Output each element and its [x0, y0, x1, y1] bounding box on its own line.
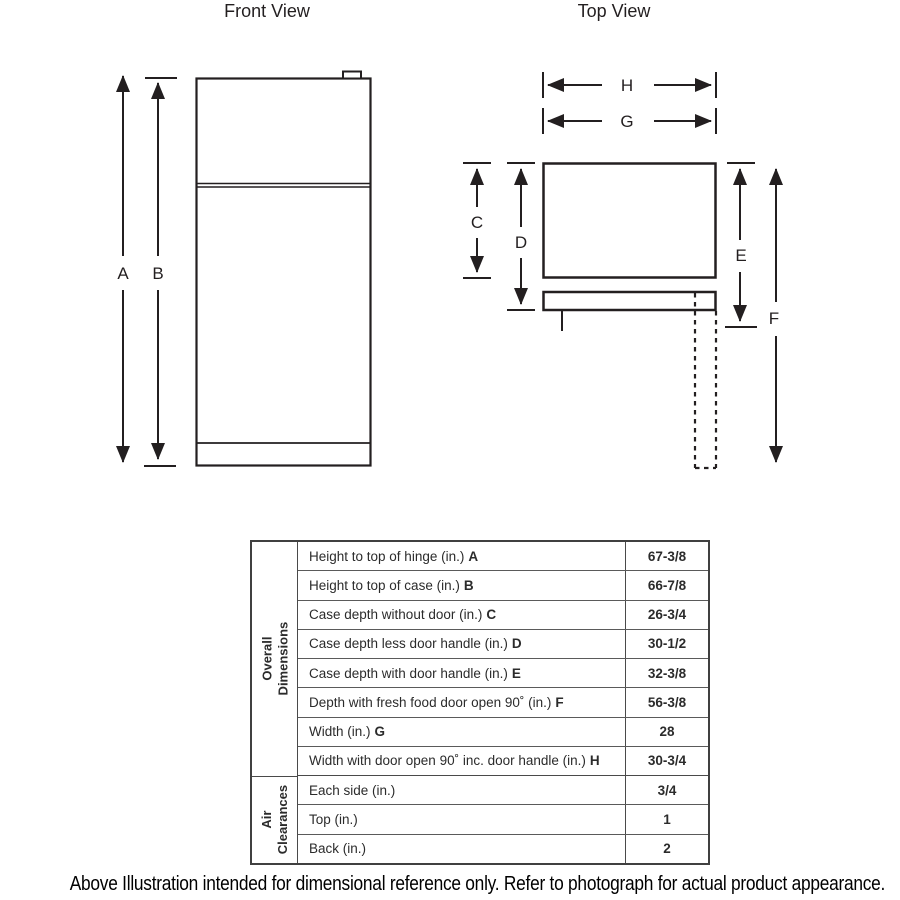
row-label: Case depth without door (in.): [309, 607, 483, 623]
table-row: [298, 630, 708, 659]
group-label-overall-dimensions: Overall Dimensions: [258, 622, 290, 696]
dimensions-table: [250, 540, 710, 865]
row-label: Case depth less door handle (in.): [309, 636, 508, 652]
top-view-title: Top View: [577, 1, 651, 21]
dimension-label-a: A: [117, 264, 129, 283]
row-label: Height to top of case (in.): [309, 577, 460, 593]
row-letter: D: [511, 636, 522, 652]
table-row: [298, 776, 708, 805]
row-value: 2: [625, 835, 708, 863]
row-letter: A: [468, 548, 479, 564]
dimension-label-b: B: [152, 264, 164, 283]
row-letter: E: [511, 665, 521, 681]
table-row: [298, 688, 708, 717]
case-rect: [544, 164, 716, 278]
group-label-air-clearances: Air Clearances: [258, 785, 290, 855]
row-value: 3/4: [625, 776, 708, 804]
dimension-arrow-e: [725, 163, 757, 327]
row-label: Each side (in.): [309, 782, 396, 798]
row-value: 1: [625, 805, 708, 833]
dimension-label-e: E: [735, 246, 747, 265]
hinge-cap: [343, 72, 361, 79]
dimension-label-f: F: [768, 309, 780, 328]
table-row: [298, 718, 708, 747]
row-value: 30-1/2: [625, 630, 708, 658]
row-label: Width with door open 90˚ inc. door handle (in.): [309, 753, 586, 769]
row-label: Height to top of hinge (in.): [309, 548, 465, 564]
row-value: 56-3/8: [625, 688, 708, 716]
dimension-label-h: H: [620, 76, 634, 95]
dimension-label-g: G: [620, 112, 634, 131]
table-row: [298, 835, 708, 863]
front-view-title: Front View: [224, 1, 310, 21]
row-label: Depth with fresh food door open 90˚ (in.): [309, 694, 552, 710]
row-letter: G: [374, 724, 386, 740]
row-letter: H: [589, 753, 600, 769]
row-value: 30-3/4: [625, 747, 708, 775]
row-value: 66-7/8: [625, 571, 708, 599]
row-label: Back (in.): [309, 841, 367, 857]
group-air-clearances: [252, 777, 298, 863]
row-label: Case depth with door handle (in.): [309, 665, 508, 681]
fridge-front-outline: [197, 72, 371, 466]
table-row: [298, 747, 708, 776]
table-rows: [298, 542, 708, 863]
disclaimer-caption: Above Illustration intended for dimensional reference only. Refer to photograph for actual product appearance.: [69, 872, 886, 895]
dimension-label-c: C: [470, 213, 484, 232]
top-view: [463, 1, 779, 468]
row-value: 32-3/8: [625, 659, 708, 687]
table-row: [298, 659, 708, 688]
group-overall-dimensions: [252, 542, 298, 777]
table-row: [298, 571, 708, 600]
front-view: [117, 1, 370, 466]
row-letter: F: [555, 694, 564, 710]
open-door-dashed: [695, 293, 716, 468]
table-row: [298, 805, 708, 834]
fridge-top-outline: [544, 164, 716, 332]
row-letter: C: [486, 607, 497, 623]
table-row: [298, 601, 708, 630]
dimension-label-d: D: [514, 233, 528, 252]
door-rect: [544, 292, 716, 310]
row-value: 26-3/4: [625, 601, 708, 629]
row-value: 67-3/8: [625, 542, 708, 570]
row-letter: B: [463, 577, 474, 593]
table-row: [298, 542, 708, 571]
row-value: 28: [625, 718, 708, 746]
row-label: Width (in.): [309, 724, 371, 740]
row-label: Top (in.): [309, 812, 358, 828]
